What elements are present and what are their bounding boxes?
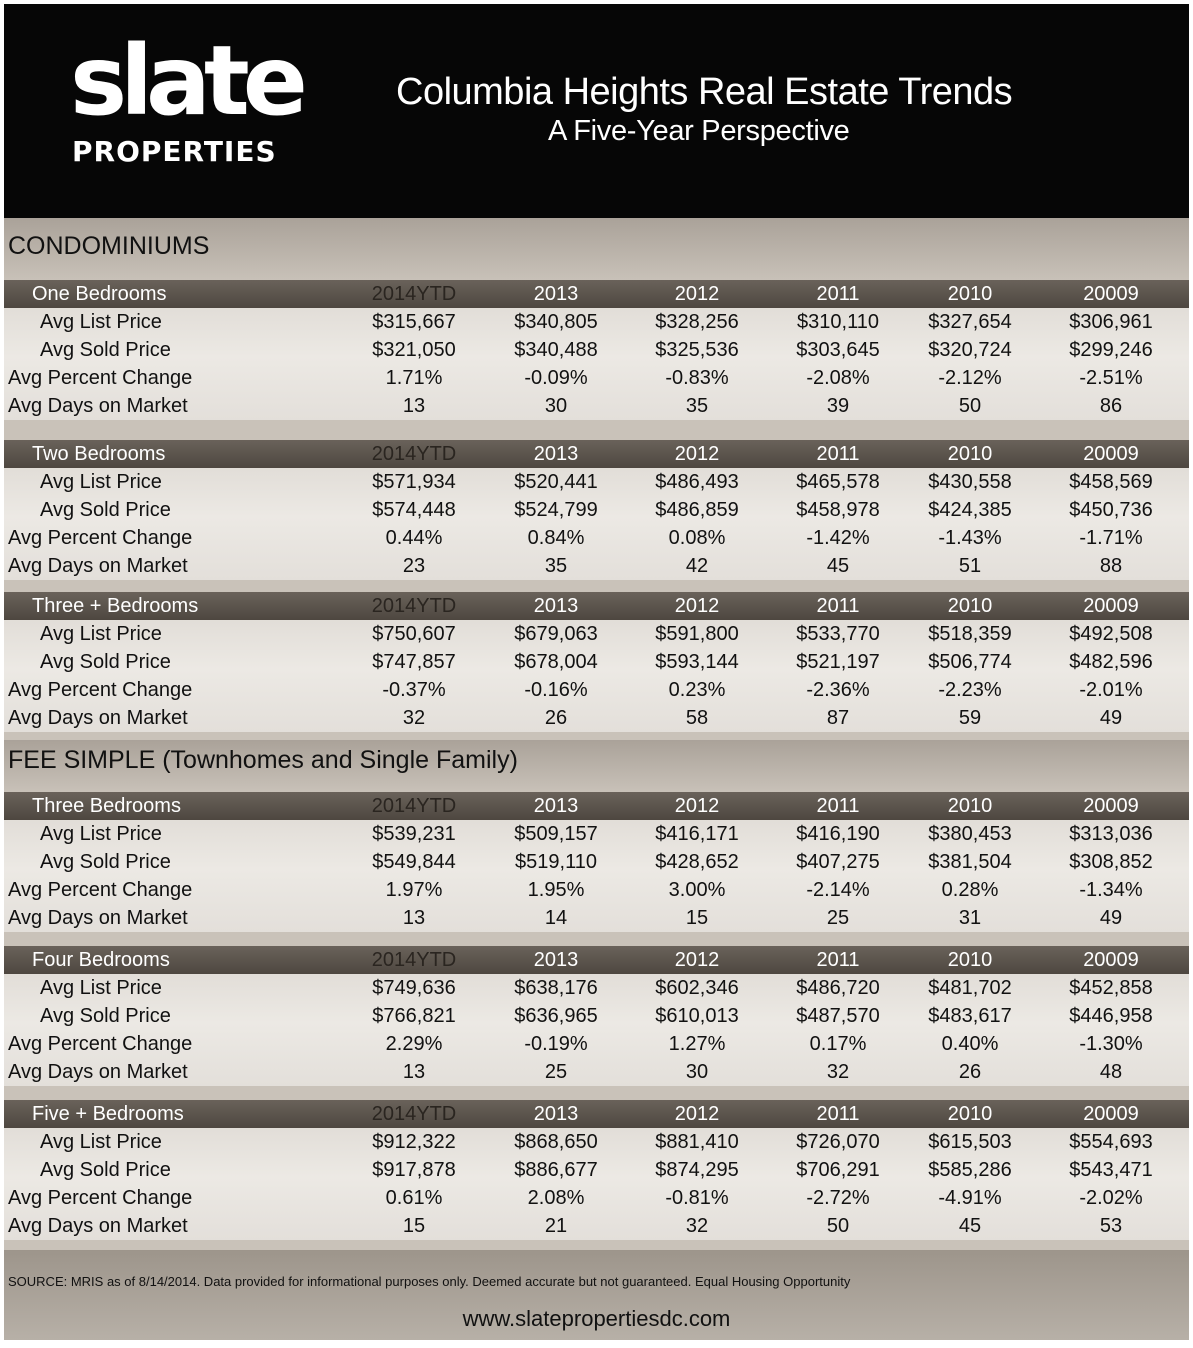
row-label: Avg Percent Change bbox=[8, 1187, 193, 1209]
bedroom-table bbox=[4, 280, 1189, 420]
table-row bbox=[4, 676, 1189, 704]
logo-subtitle: PROPERTIES bbox=[72, 135, 277, 168]
table-row bbox=[4, 468, 1189, 496]
table-header-row bbox=[4, 1100, 1189, 1128]
year-header: 2011 bbox=[816, 795, 860, 817]
data-cell: 0.61% bbox=[385, 1187, 443, 1209]
data-cell: 0.84% bbox=[527, 527, 585, 549]
data-cell: -2.51% bbox=[1079, 367, 1143, 389]
data-cell: $381,504 bbox=[928, 851, 1012, 873]
table-row bbox=[4, 974, 1189, 1002]
data-cell: $506,774 bbox=[928, 651, 1012, 673]
data-cell: $380,453 bbox=[928, 823, 1012, 845]
data-cell: 31 bbox=[958, 907, 982, 929]
data-cell: $520,441 bbox=[514, 471, 598, 493]
data-cell: 0.44% bbox=[385, 527, 443, 549]
data-cell: 32 bbox=[685, 1215, 709, 1237]
table-row bbox=[4, 1002, 1189, 1030]
data-cell: 51 bbox=[958, 555, 982, 577]
data-cell: 42 bbox=[685, 555, 709, 577]
data-cell: 13 bbox=[402, 1061, 426, 1083]
year-header: 2010 bbox=[947, 795, 993, 817]
table-header-label: Three Bedrooms bbox=[32, 795, 181, 817]
data-cell: 3.00% bbox=[668, 879, 726, 901]
website-link: www.slatepropertiesdc.com bbox=[462, 1306, 731, 1331]
data-cell: $320,724 bbox=[928, 339, 1012, 361]
data-cell: 53 bbox=[1099, 1215, 1123, 1237]
data-cell: -1.34% bbox=[1079, 879, 1143, 901]
data-cell: 23 bbox=[402, 555, 426, 577]
year-header: 20009 bbox=[1083, 595, 1139, 617]
year-header: 2011 bbox=[816, 595, 860, 617]
data-cell: 39 bbox=[826, 395, 850, 417]
section-title: CONDOMINIUMS bbox=[8, 232, 210, 260]
year-header: 2014YTD bbox=[371, 595, 457, 617]
year-header: 2011 bbox=[816, 283, 860, 305]
year-header: 2013 bbox=[533, 283, 579, 305]
year-header: 2013 bbox=[533, 595, 579, 617]
data-cell: $533,770 bbox=[796, 623, 880, 645]
data-cell: $458,978 bbox=[796, 499, 880, 521]
data-cell: -2.14% bbox=[806, 879, 870, 901]
data-cell: $328,256 bbox=[655, 311, 739, 333]
bedroom-table bbox=[4, 946, 1189, 1086]
data-cell: $591,800 bbox=[655, 623, 739, 645]
data-cell: $519,110 bbox=[515, 851, 597, 873]
year-header: 20009 bbox=[1083, 1103, 1139, 1125]
table-header-row bbox=[4, 280, 1189, 308]
data-cell: 15 bbox=[685, 907, 709, 929]
year-header: 2014YTD bbox=[371, 949, 457, 971]
data-cell: 2.08% bbox=[527, 1187, 585, 1209]
table-header-label: Four Bedrooms bbox=[32, 949, 170, 971]
data-cell: $340,805 bbox=[514, 311, 598, 333]
table-row bbox=[4, 552, 1189, 580]
year-header: 2010 bbox=[947, 1103, 993, 1125]
data-cell: $424,385 bbox=[928, 499, 1012, 521]
data-cell: 0.08% bbox=[668, 527, 726, 549]
data-cell: $509,157 bbox=[514, 823, 598, 845]
data-cell: 21 bbox=[544, 1215, 568, 1237]
data-cell: $482,596 bbox=[1069, 651, 1153, 673]
data-cell: $313,036 bbox=[1069, 823, 1153, 845]
data-cell: $465,578 bbox=[796, 471, 880, 493]
data-cell: -1.43% bbox=[938, 527, 1002, 549]
row-label: Avg Days on Market bbox=[8, 707, 188, 729]
data-cell: 13 bbox=[402, 395, 426, 417]
year-header: 2010 bbox=[947, 283, 993, 305]
data-cell: $303,645 bbox=[796, 339, 880, 361]
row-label: Avg Sold Price bbox=[40, 1159, 171, 1181]
data-cell: 2.29% bbox=[385, 1033, 443, 1055]
data-cell: 15 bbox=[402, 1215, 426, 1237]
year-header: 20009 bbox=[1083, 949, 1139, 971]
table-header-label: One Bedrooms bbox=[32, 283, 167, 305]
table-row bbox=[4, 364, 1189, 392]
bedroom-table bbox=[4, 1100, 1189, 1240]
table-row bbox=[4, 392, 1189, 420]
data-cell: 1.71% bbox=[385, 367, 443, 389]
data-cell: $554,693 bbox=[1069, 1131, 1153, 1153]
data-cell: $593,144 bbox=[655, 651, 739, 673]
table-header-row bbox=[4, 946, 1189, 974]
data-cell: $458,569 bbox=[1069, 471, 1153, 493]
data-cell: 45 bbox=[826, 555, 850, 577]
row-label: Avg Sold Price bbox=[40, 851, 171, 873]
data-cell: $518,359 bbox=[928, 623, 1012, 645]
data-cell: $321,050 bbox=[372, 339, 456, 361]
data-cell: $912,322 bbox=[372, 1131, 456, 1153]
table-row bbox=[4, 904, 1189, 932]
table-header-row bbox=[4, 440, 1189, 468]
year-header: 2011 bbox=[816, 443, 860, 465]
data-cell: $881,410 bbox=[655, 1131, 739, 1153]
data-cell: 49 bbox=[1099, 707, 1123, 729]
table-row bbox=[4, 1156, 1189, 1184]
data-cell: -2.02% bbox=[1079, 1187, 1143, 1209]
data-cell: $886,677 bbox=[514, 1159, 598, 1181]
data-cell: $678,004 bbox=[514, 651, 598, 673]
data-cell: $610,013 bbox=[655, 1005, 739, 1027]
year-header: 2013 bbox=[533, 1103, 579, 1125]
page-title: Columbia Heights Real Estate Trends bbox=[396, 71, 1013, 113]
data-cell: $571,934 bbox=[372, 471, 456, 493]
row-label: Avg Sold Price bbox=[40, 499, 171, 521]
data-cell: 1.27% bbox=[668, 1033, 726, 1055]
table-row bbox=[4, 308, 1189, 336]
table-row bbox=[4, 620, 1189, 648]
row-label: Avg List Price bbox=[40, 471, 162, 493]
table-header-label: Five + Bedrooms bbox=[32, 1103, 184, 1125]
year-header: 2011 bbox=[816, 1103, 860, 1125]
table-header-label: Three + Bedrooms bbox=[32, 595, 199, 617]
year-header: 2014YTD bbox=[371, 1103, 457, 1125]
table-row bbox=[4, 848, 1189, 876]
data-cell: $868,650 bbox=[514, 1131, 598, 1153]
data-cell: 48 bbox=[1099, 1061, 1123, 1083]
table-row bbox=[4, 496, 1189, 524]
year-header: 20009 bbox=[1083, 283, 1139, 305]
year-header: 2014YTD bbox=[371, 283, 457, 305]
data-cell: 49 bbox=[1099, 907, 1123, 929]
section-band bbox=[4, 218, 1189, 280]
year-header: 2012 bbox=[674, 283, 720, 305]
data-cell: $636,965 bbox=[514, 1005, 598, 1027]
data-cell: $306,961 bbox=[1069, 311, 1153, 333]
data-cell: -0.81% bbox=[665, 1187, 729, 1209]
data-cell: 50 bbox=[826, 1215, 850, 1237]
data-cell: $706,291 bbox=[796, 1159, 880, 1181]
data-cell: 30 bbox=[544, 395, 568, 417]
data-cell: $766,821 bbox=[372, 1005, 456, 1027]
data-cell: 13 bbox=[402, 907, 426, 929]
section-band bbox=[4, 740, 1189, 792]
row-label: Avg Percent Change bbox=[8, 879, 193, 901]
page-subtitle: A Five-Year Perspective bbox=[548, 115, 850, 147]
table-row bbox=[4, 1128, 1189, 1156]
table-row bbox=[4, 820, 1189, 848]
data-cell: 0.40% bbox=[941, 1033, 999, 1055]
data-cell: -2.72% bbox=[806, 1187, 870, 1209]
data-cell: $315,667 bbox=[372, 311, 456, 333]
year-header: 2012 bbox=[674, 949, 720, 971]
year-header: 2012 bbox=[674, 595, 720, 617]
bedroom-table bbox=[4, 792, 1189, 932]
year-header: 2012 bbox=[674, 795, 720, 817]
year-header: 2010 bbox=[947, 949, 993, 971]
year-header: 2013 bbox=[533, 795, 579, 817]
row-label: Avg List Price bbox=[40, 977, 162, 999]
data-cell: $416,171 bbox=[655, 823, 739, 845]
data-cell: $638,176 bbox=[514, 977, 598, 999]
data-cell: -4.91% bbox=[938, 1187, 1002, 1209]
row-label: Avg Percent Change bbox=[8, 679, 193, 701]
data-cell: $543,471 bbox=[1069, 1159, 1153, 1181]
table-row bbox=[4, 876, 1189, 904]
data-cell: $340,488 bbox=[514, 339, 598, 361]
data-cell: $407,275 bbox=[796, 851, 880, 873]
data-cell: -0.83% bbox=[665, 367, 729, 389]
row-label: Avg Percent Change bbox=[8, 527, 193, 549]
data-cell: $524,799 bbox=[514, 499, 598, 521]
table-row bbox=[4, 1030, 1189, 1058]
data-cell: $679,063 bbox=[514, 623, 598, 645]
header-banner bbox=[4, 4, 1189, 218]
year-header: 2010 bbox=[947, 443, 993, 465]
data-cell: $327,654 bbox=[928, 311, 1012, 333]
data-cell: $874,295 bbox=[655, 1159, 739, 1181]
data-cell: 45 bbox=[958, 1215, 982, 1237]
data-cell: $450,736 bbox=[1069, 499, 1153, 521]
data-cell: 30 bbox=[685, 1061, 709, 1083]
year-header: 2013 bbox=[533, 443, 579, 465]
data-cell: $492,508 bbox=[1069, 623, 1153, 645]
year-header: 2014YTD bbox=[371, 443, 457, 465]
year-header: 20009 bbox=[1083, 795, 1139, 817]
data-cell: -0.19% bbox=[524, 1033, 588, 1055]
data-cell: 1.97% bbox=[385, 879, 443, 901]
page bbox=[4, 4, 1189, 1340]
year-header: 2014YTD bbox=[371, 795, 457, 817]
data-cell: -2.23% bbox=[938, 679, 1002, 701]
row-label: Avg Sold Price bbox=[40, 651, 171, 673]
data-cell: $308,852 bbox=[1069, 851, 1153, 873]
row-label: Avg List Price bbox=[40, 623, 162, 645]
data-cell: 26 bbox=[958, 1061, 982, 1083]
data-cell: $549,844 bbox=[372, 851, 456, 873]
data-cell: $615,503 bbox=[928, 1131, 1012, 1153]
data-cell: $486,720 bbox=[796, 977, 880, 999]
data-cell: $749,636 bbox=[372, 977, 456, 999]
data-cell: $325,536 bbox=[655, 339, 739, 361]
data-cell: $917,878 bbox=[372, 1159, 456, 1181]
data-cell: -2.12% bbox=[938, 367, 1002, 389]
year-header: 2011 bbox=[816, 949, 860, 971]
bedroom-table bbox=[4, 440, 1189, 580]
row-label: Avg Percent Change bbox=[8, 367, 193, 389]
data-cell: 86 bbox=[1099, 395, 1123, 417]
data-cell: $446,958 bbox=[1069, 1005, 1153, 1027]
row-label: Avg Days on Market bbox=[8, 1215, 188, 1237]
data-cell: $726,070 bbox=[796, 1131, 880, 1153]
data-cell: $430,558 bbox=[928, 471, 1012, 493]
data-cell: -0.09% bbox=[524, 367, 588, 389]
row-label: Avg List Price bbox=[40, 823, 162, 845]
footer bbox=[4, 1250, 1189, 1340]
data-cell: 0.28% bbox=[941, 879, 999, 901]
section-title: FEE SIMPLE (Townhomes and Single Family) bbox=[8, 746, 518, 774]
data-cell: $602,346 bbox=[655, 977, 739, 999]
data-cell: $487,570 bbox=[796, 1005, 880, 1027]
data-cell: $481,702 bbox=[928, 977, 1012, 999]
table-row bbox=[4, 704, 1189, 732]
data-cell: $486,493 bbox=[655, 471, 739, 493]
year-header: 2012 bbox=[674, 1103, 720, 1125]
table-row bbox=[4, 1184, 1189, 1212]
data-cell: $539,231 bbox=[372, 823, 456, 845]
data-cell: $747,857 bbox=[372, 651, 456, 673]
data-cell: 32 bbox=[402, 707, 426, 729]
table-row bbox=[4, 648, 1189, 676]
year-header: 2012 bbox=[674, 443, 720, 465]
logo-wordmark: slate bbox=[70, 25, 301, 137]
bedroom-table bbox=[4, 592, 1189, 732]
data-cell: $416,190 bbox=[796, 823, 880, 845]
data-cell: 0.23% bbox=[668, 679, 726, 701]
data-cell: $486,859 bbox=[655, 499, 739, 521]
row-label: Avg Sold Price bbox=[40, 339, 171, 361]
data-cell: -1.71% bbox=[1079, 527, 1143, 549]
data-cell: 35 bbox=[544, 555, 568, 577]
data-cell: 32 bbox=[826, 1061, 850, 1083]
data-cell: 14 bbox=[544, 907, 568, 929]
table-row bbox=[4, 1212, 1189, 1240]
table-row bbox=[4, 1058, 1189, 1086]
year-header: 20009 bbox=[1083, 443, 1139, 465]
row-label: Avg List Price bbox=[40, 1131, 162, 1153]
data-cell: 87 bbox=[826, 707, 850, 729]
row-label: Avg Days on Market bbox=[8, 555, 188, 577]
data-cell: 35 bbox=[685, 395, 709, 417]
data-cell: 58 bbox=[685, 707, 709, 729]
row-label: Avg Percent Change bbox=[8, 1033, 193, 1055]
year-header: 2013 bbox=[533, 949, 579, 971]
table-row bbox=[4, 336, 1189, 364]
year-header: 2010 bbox=[947, 595, 993, 617]
data-cell: -2.36% bbox=[806, 679, 870, 701]
row-label: Avg Sold Price bbox=[40, 1005, 171, 1027]
table-row bbox=[4, 524, 1189, 552]
data-cell: 26 bbox=[544, 707, 568, 729]
data-cell: -1.30% bbox=[1079, 1033, 1143, 1055]
row-label: Avg Days on Market bbox=[8, 1061, 188, 1083]
row-label: Avg Days on Market bbox=[8, 395, 188, 417]
data-cell: $310,110 bbox=[797, 311, 879, 333]
row-label: Avg List Price bbox=[40, 311, 162, 333]
data-cell: $574,448 bbox=[372, 499, 456, 521]
table-header-row bbox=[4, 792, 1189, 820]
data-cell: 25 bbox=[544, 1061, 568, 1083]
data-cell: 88 bbox=[1099, 555, 1123, 577]
data-cell: 59 bbox=[958, 707, 982, 729]
data-cell: -2.08% bbox=[806, 367, 870, 389]
data-cell: $521,197 bbox=[796, 651, 880, 673]
data-cell: 1.95% bbox=[527, 879, 585, 901]
row-label: Avg Days on Market bbox=[8, 907, 188, 929]
data-cell: $428,652 bbox=[655, 851, 739, 873]
data-cell: 25 bbox=[826, 907, 850, 929]
data-cell: $585,286 bbox=[928, 1159, 1012, 1181]
data-cell: $750,607 bbox=[372, 623, 456, 645]
data-cell: -0.16% bbox=[524, 679, 588, 701]
data-cell: $483,617 bbox=[928, 1005, 1012, 1027]
data-cell: -1.42% bbox=[806, 527, 870, 549]
data-cell: $452,858 bbox=[1069, 977, 1153, 999]
data-cell: $299,246 bbox=[1069, 339, 1153, 361]
table-header-label: Two Bedrooms bbox=[32, 443, 166, 465]
table-header-row bbox=[4, 592, 1189, 620]
data-cell: 50 bbox=[958, 395, 982, 417]
data-cell: -2.01% bbox=[1079, 679, 1143, 701]
data-cell: 0.17% bbox=[809, 1033, 867, 1055]
data-cell: -0.37% bbox=[382, 679, 446, 701]
source-note: SOURCE: MRIS as of 8/14/2014. Data provided for informational purposes only. Deemed accurate but not guaranteed. Equal Housing Opportunity bbox=[8, 1274, 851, 1289]
